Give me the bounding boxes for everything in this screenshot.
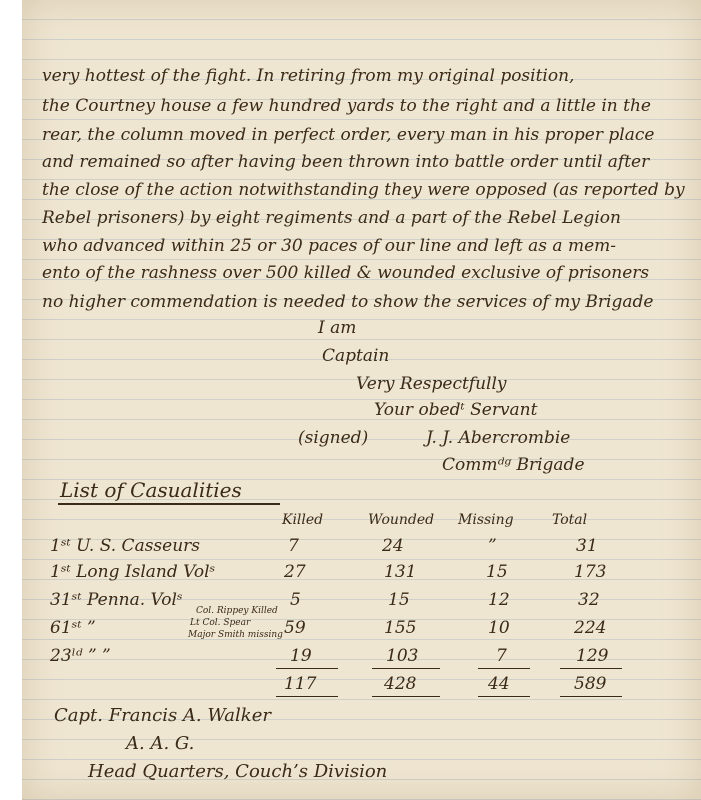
table-cell-wounded: 24 [382, 536, 404, 556]
table-row-unit: 31ˢᵗ Penna. Volˢ [50, 590, 183, 610]
addressee-rank: A. A. G. [126, 733, 195, 754]
letter-line: the close of the action notwithstanding they were opposed (as reported by [42, 180, 685, 200]
total-total: 589 [574, 674, 607, 694]
total-killed: 117 [284, 674, 317, 694]
letter-line: rear, the column moved in perfect order, every man in his proper place [42, 125, 655, 145]
table-cell-total: 173 [574, 562, 607, 582]
total-rule-killed [276, 696, 338, 697]
addressee-headquarters: Head Quarters, Couch’s Division [88, 761, 388, 782]
closing-captain: Captain [322, 346, 390, 366]
table-cell-killed: 7 [288, 536, 299, 556]
table-cell-missing: 7 [496, 646, 507, 666]
closing-servant: Your obedᵗ Servant [374, 400, 538, 420]
table-cell-wounded: 155 [384, 618, 417, 638]
closing-signed: (signed) [298, 428, 369, 448]
total-rule-missing [478, 696, 530, 697]
total-rule-wounded [372, 696, 440, 697]
letter-line: ento of the rashness over 500 killed & wounded exclusive of prisoners [42, 263, 650, 283]
table-cell-killed: 27 [284, 562, 306, 582]
table-cell-total: 31 [576, 536, 598, 556]
table-cell-missing: 12 [488, 590, 510, 610]
letter-line: very hottest of the fight. In retiring from my original position, [42, 66, 575, 86]
table-cell-missing: 15 [486, 562, 508, 582]
letter-line: who advanced within 25 or 30 paces of our line and left as a mem- [42, 236, 617, 256]
closing-i-am: I am [318, 318, 357, 338]
table-cell-missing: ” [488, 536, 497, 556]
header-killed: Killed [282, 512, 324, 528]
letter-line: Rebel prisoners) by eight regiments and a part of the Rebel Legion [42, 208, 621, 228]
table-row-unit: 1ˢᵗ U. S. Casseurs [50, 536, 201, 556]
signature-title: Commᵈᵍ Brigade [442, 455, 585, 475]
casualties-title-underline [58, 503, 280, 505]
header-wounded: Wounded [368, 512, 435, 528]
table-cell-wounded: 131 [384, 562, 417, 582]
casualties-title: List of Casualities [60, 478, 242, 502]
table-cell-killed: 59 [284, 618, 306, 638]
signature-name: J. J. Abercrombie [426, 428, 571, 448]
total-missing: 44 [488, 674, 510, 694]
casualty-note-line: Major Smith missing [188, 630, 283, 640]
sum-rule-missing [478, 668, 530, 669]
letter-page [22, 0, 701, 800]
table-cell-killed: 19 [290, 646, 312, 666]
table-row-unit: 61ˢᵗ ” [50, 618, 96, 638]
sum-rule-total [560, 668, 622, 669]
total-rule-total [560, 696, 622, 697]
table-cell-total: 32 [578, 590, 600, 610]
header-total: Total [552, 512, 588, 528]
addressee-name: Capt. Francis A. Walker [54, 705, 271, 726]
header-missing: Missing [458, 512, 514, 528]
letter-line: no higher commendation is needed to show the services of my Brigade [42, 292, 654, 312]
casualty-note-line: Lt Col. Spear [190, 618, 251, 628]
table-cell-missing: 10 [488, 618, 510, 638]
table-cell-total: 224 [574, 618, 607, 638]
table-cell-total: 129 [576, 646, 609, 666]
total-wounded: 428 [384, 674, 417, 694]
table-row-unit: 1ˢᵗ Long Island Volˢ [50, 562, 216, 582]
casualty-note-line: Col. Rippey Killed [196, 606, 278, 616]
table-row-unit: 23ˡᵈ ” ” [50, 646, 111, 666]
letter-line: and remained so after having been thrown into battle order until after [42, 152, 650, 172]
table-cell-wounded: 15 [388, 590, 410, 610]
sum-rule-killed [276, 668, 338, 669]
closing-respectfully: Very Respectfully [356, 374, 507, 394]
table-cell-killed: 5 [290, 590, 301, 610]
sum-rule-wounded [372, 668, 440, 669]
letter-line: the Courtney house a few hundred yards to the right and a little in the [42, 96, 651, 116]
table-cell-wounded: 103 [386, 646, 419, 666]
